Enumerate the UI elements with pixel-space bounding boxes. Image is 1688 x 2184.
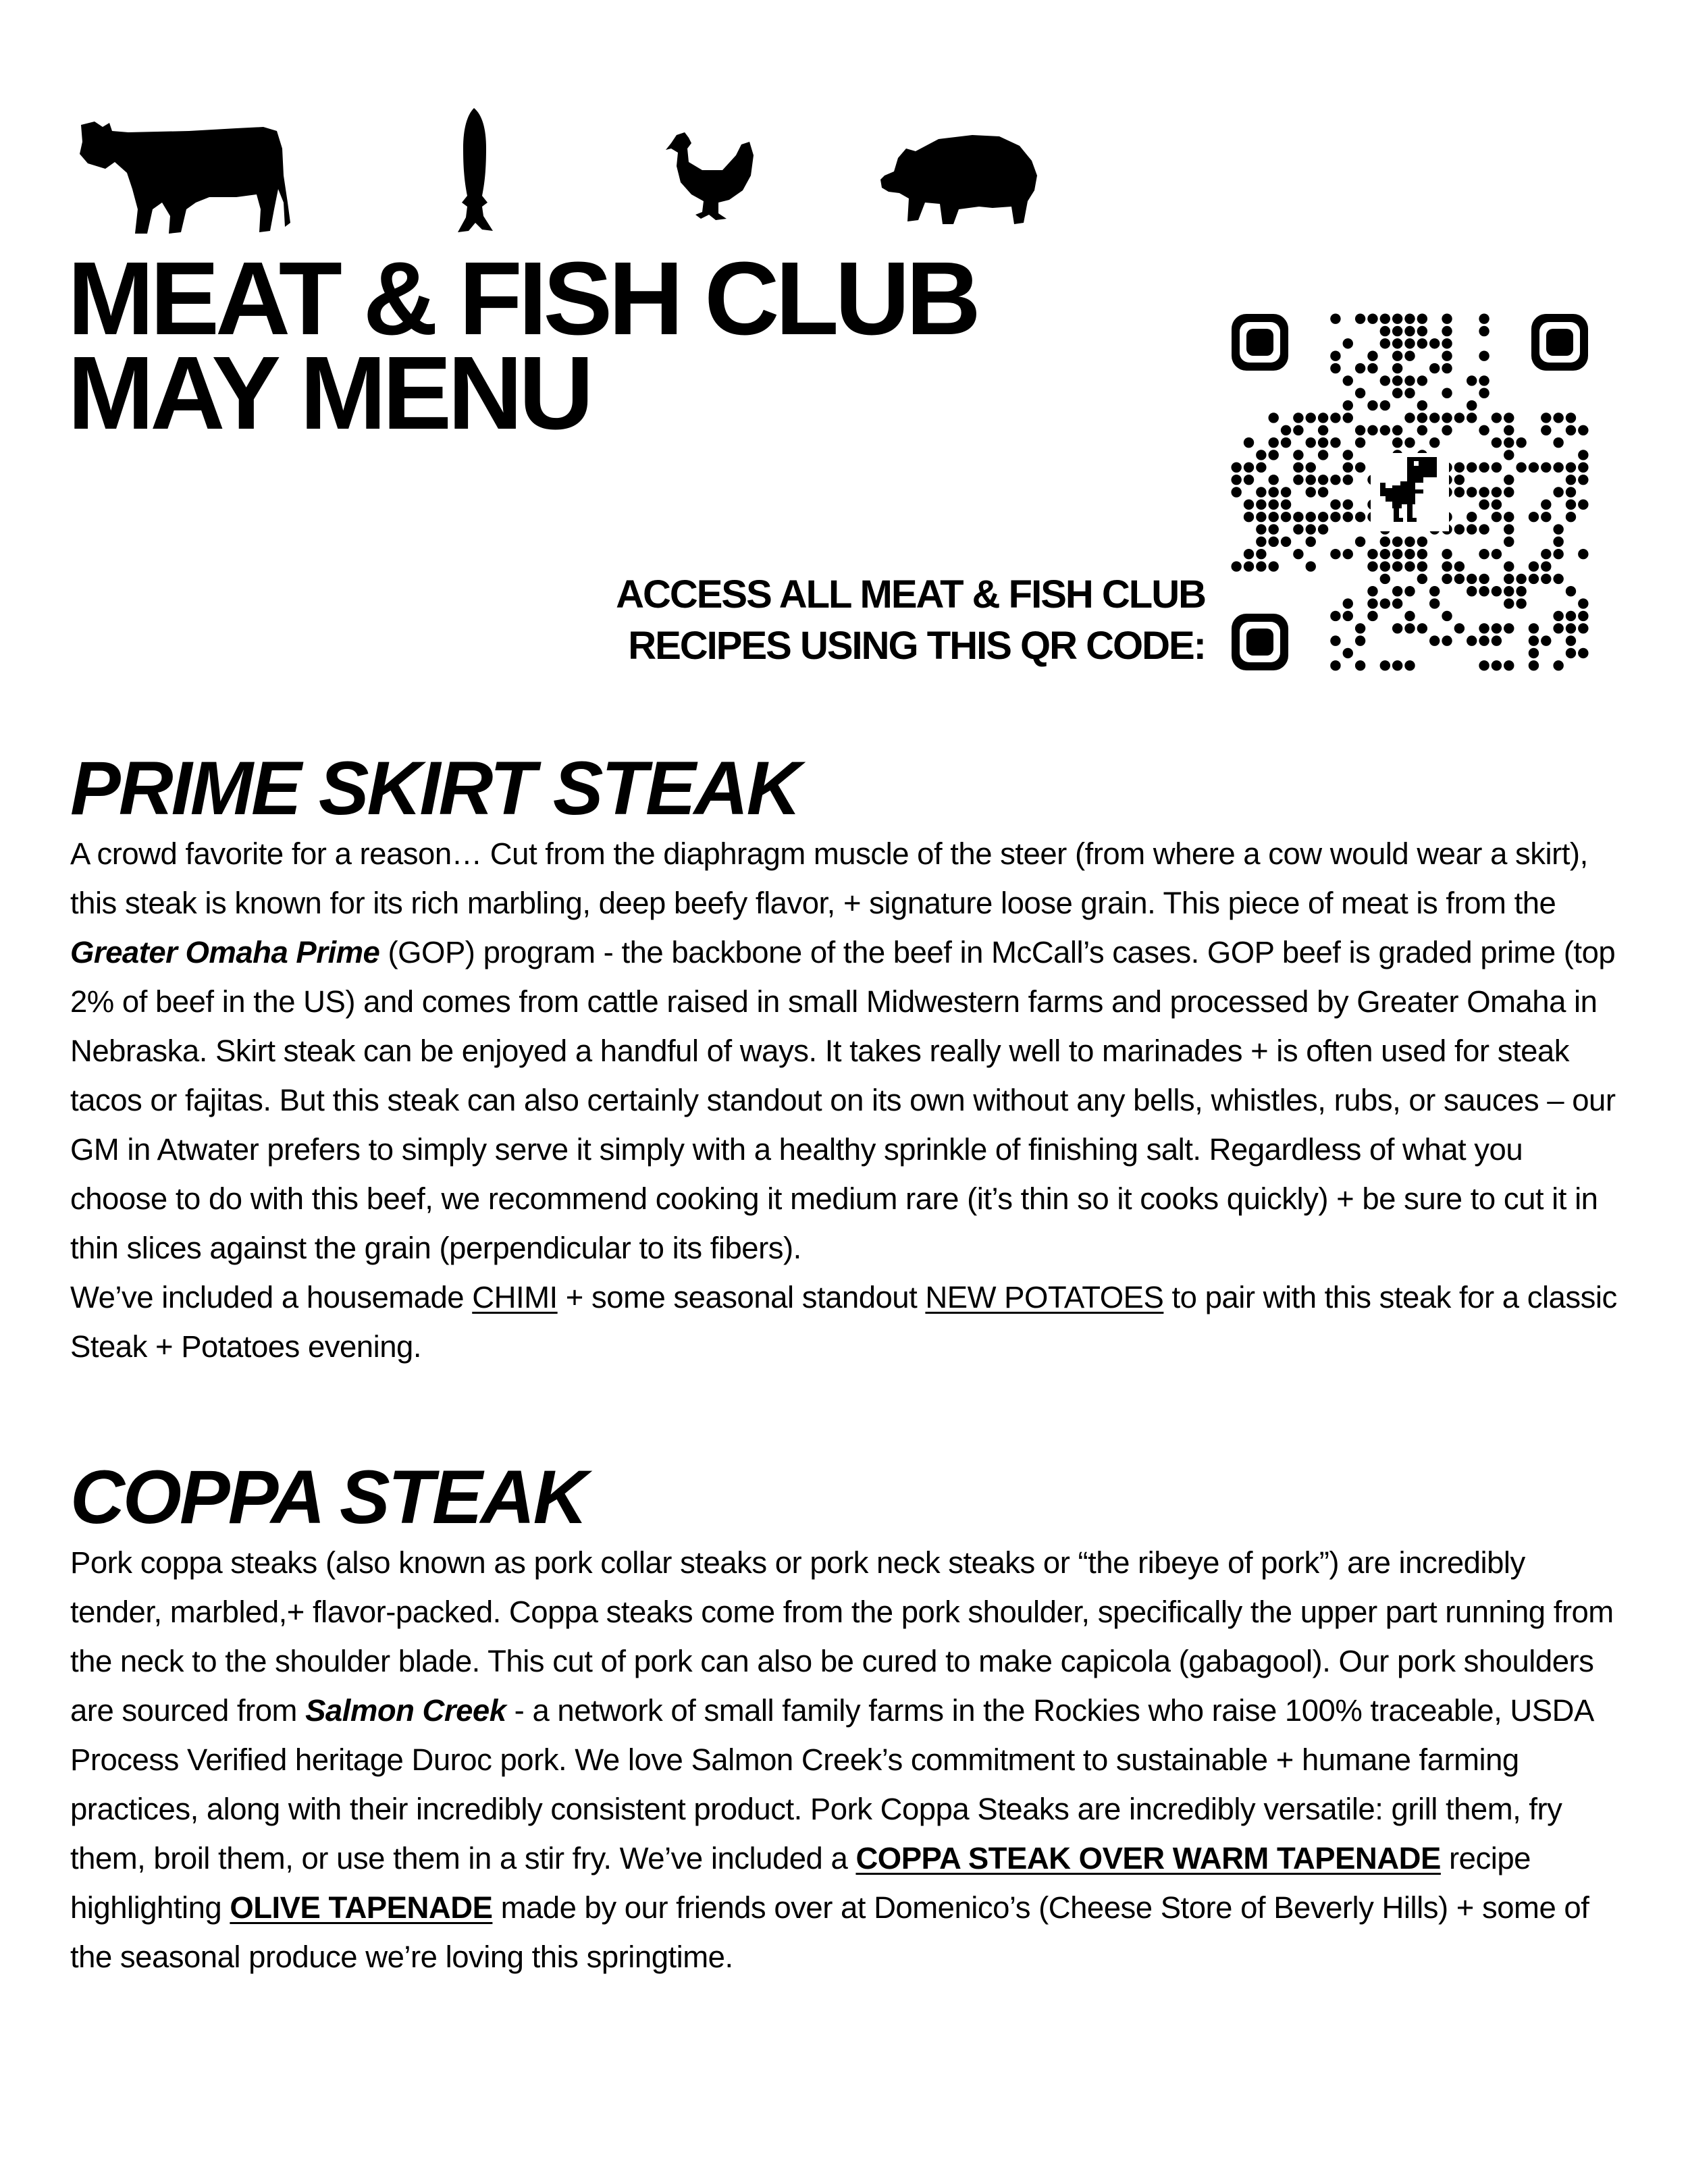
coppa-steak-recipe-link[interactable]: COPPA STEAK OVER WARM TAPENADE (855, 1841, 1441, 1875)
qr-finder-top-right (1531, 314, 1588, 371)
qr-finder-top-left (1232, 314, 1288, 371)
animal-icons-row (68, 101, 776, 236)
section-description: Pork coppa steaks (also known as pork collar steaks or pork neck steaks or “the ribeye of pork”) are incredibly tender, marbled,+ flavor-packed. Coppa steaks come from the pork shoulder, specifically the upper part running from the neck to the shoulder blade. This cut of pork can also be cured to make capicola (gabagool). Our pork shoulders are sourced from Salmon Creek - a network of small family farms in the Rockies who raise 100% traceable, USDA Process Verified heritage Duroc pork. We love Salmon Creek’s commitment to sustainable + humane farming practices, along with their incredibly consistent product. Pork Coppa Steaks are incredibly versatile: grill them, fry them, broil them, or use them in a stir fry. We’ve included a COPPA STEAK OVER WARM TAPENADE recipe highlighting OLIVE TAPENADE made by our friends over at Domenico’s (Cheese Store of Beverly Hills) + some of the seasonal produce we’re loving this springtime. (70, 1545, 1614, 1974)
chimi-recipe-link[interactable]: CHIMI (472, 1280, 558, 1314)
chicken-icon (662, 128, 756, 230)
section-prime-skirt-steak (70, 748, 1623, 1371)
olive-tapenade-link[interactable]: OLIVE TAPENADE (230, 1890, 493, 1925)
pig-icon (878, 128, 1040, 230)
section-title: COPPA STEAK (70, 1455, 586, 1539)
section-description: A crowd favorite for a reason… Cut from the diaphragm muscle of the steer (from where a cow would wear a skirt), this steak is known for its rich marbling, deep beefy flavor, + signature loose grain. This piece of meat is from the Greater Omaha Prime (GOP) program - the backbone of the beef in McCall’s cases. GOP beef is graded prime (top 2% of beef in the US) and comes from cattle raised in small Midwestern farms and processed by Greater Omaha in Nebraska. Skirt steak can be enjoyed a handful of ways. It takes really well to marinades + is often used for steak tacos or fajitas. But this steak can also certainly standout on its own without any bells, whistles, rubs, or sauces – our GM in Atwater prefers to simply serve it simply with a healthy sprinkle of finishing salt. Regardless of what you choose to do with this beef, we recommend cooking it medium rare (it’s thin so it cooks quickly) + be sure to cut it in thin slices against the grain (perpendicular to its fibers). We’ve included a housemade CHIMI + some seasonal standout NEW POTATOES to pair with this steak for a classic Steak + Potatoes evening. (70, 836, 1617, 1364)
title-line-1: MEAT & FISH CLUB (68, 240, 977, 356)
qr-code[interactable] (1230, 313, 1589, 672)
section-coppa-steak (70, 1457, 1623, 1981)
fish-icon (452, 108, 500, 236)
qr-caption-line-1: ACCESS ALL MEAT & FISH CLUB (616, 572, 1205, 616)
cow-icon (68, 108, 297, 236)
qr-finder-bottom-left (1232, 614, 1288, 670)
brand-name: Salmon Creek (305, 1693, 506, 1728)
page-title (68, 240, 977, 451)
section-title: PRIME SKIRT STEAK (70, 746, 799, 830)
new-potatoes-recipe-link[interactable]: NEW POTATOES (925, 1280, 1164, 1314)
qr-caption (616, 569, 1205, 672)
qr-caption-line-2: RECIPES USING THIS QR CODE: (628, 624, 1205, 668)
brand-name: Greater Omaha Prime (70, 935, 380, 969)
title-line-2: MAY MENU (68, 335, 590, 451)
